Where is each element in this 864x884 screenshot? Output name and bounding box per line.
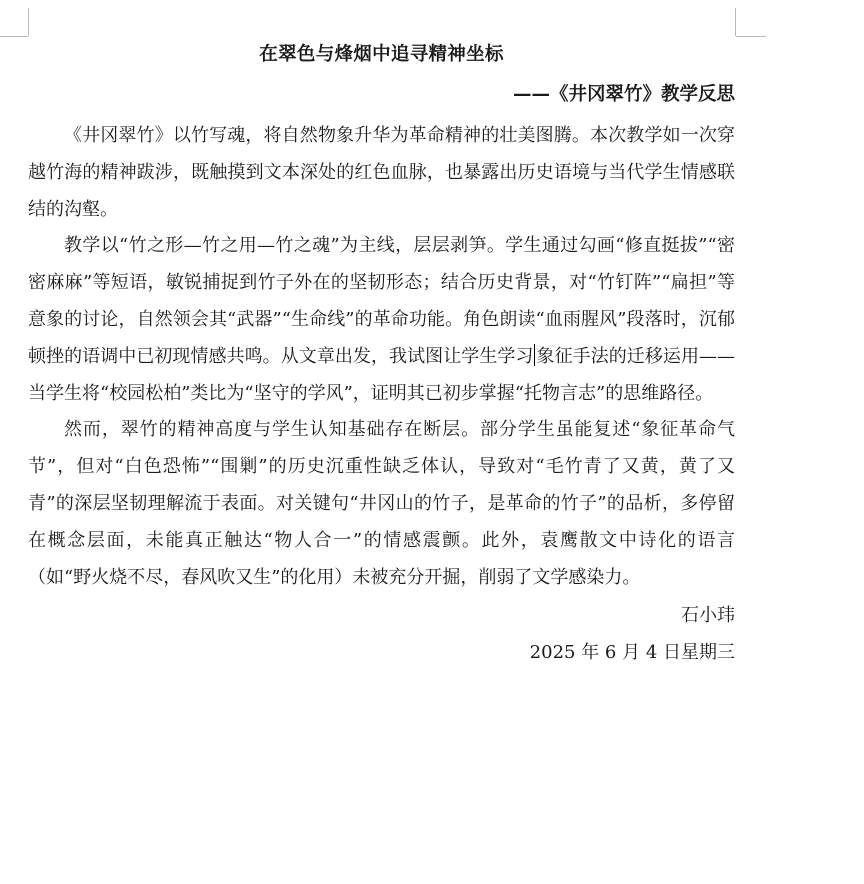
paragraph-2 [28,228,735,412]
document-title: 在翠色与烽烟中追寻精神坐标 [259,44,504,65]
paragraph-2-text-before-caret: 教学以“竹之形—竹之用—竹之魂”为主线，层层剥笋。学生通过勾画“修直挺拔”“密密麻麻”等短语，敏锐捕捉到竹子外在的坚韧形态；结合历史背景，对“竹钉阵”“扁担”等意象的讨论，自然领会其“武器”“生命线”的革命功能。角色朗读“血雨腥风”段落时，沉郁顿挫的语调中已初现情感共鸣。从文章出发，我试图让学生学习 [28,235,735,367]
crop-mark-top-right-horizontal [736,36,766,37]
paragraph-1: 《井冈翠竹》以竹写魂，将自然物象升华为革命精神的壮美图腾。本次教学如一次穿越竹海的精神跋涉，既触摸到文本深处的红色血脉，也暴露出历史语境与当代学生情感联结的沟壑。 [28,125,735,220]
crop-mark-top-left-horizontal [0,36,28,37]
paragraph-3: 然而，翠竹的精神高度与学生认知基础存在断层。部分学生虽能复述“象征革命气节”，但对“白色恐怖”“围剿”的历史沉重性缺乏体认，导致对“毛竹青了又黄，黄了又青”的深层坚韧理解流于表面。对关键句“井冈山的竹子，是革命的竹子”的品析，多停留在概念层面，未能真正触达“物人合一”的情感震颤。此外，袁鹰散文中诗化的语言（如“野火烧不尽，春风吹又生”的化用）未被充分开掘，削弱了文学感染力。 [28,419,735,588]
document-date: 2025 年 6 月 4 日星期三 [529,642,735,664]
document-subtitle: ——《井冈翠竹》教学反思 [512,84,735,105]
crop-mark-top-right-vertical [735,8,736,36]
author-signature: 石小玮 [681,605,735,627]
paragraph-2-text-after-caret: 象征手法的迁移运用——当学生将“校园松柏”类比为“坚守的学风”，证明其已初步掌握“托物言志”的思维路径。 [28,345,736,404]
document-body[interactable] [28,40,735,672]
crop-mark-top-left-vertical [28,8,29,36]
